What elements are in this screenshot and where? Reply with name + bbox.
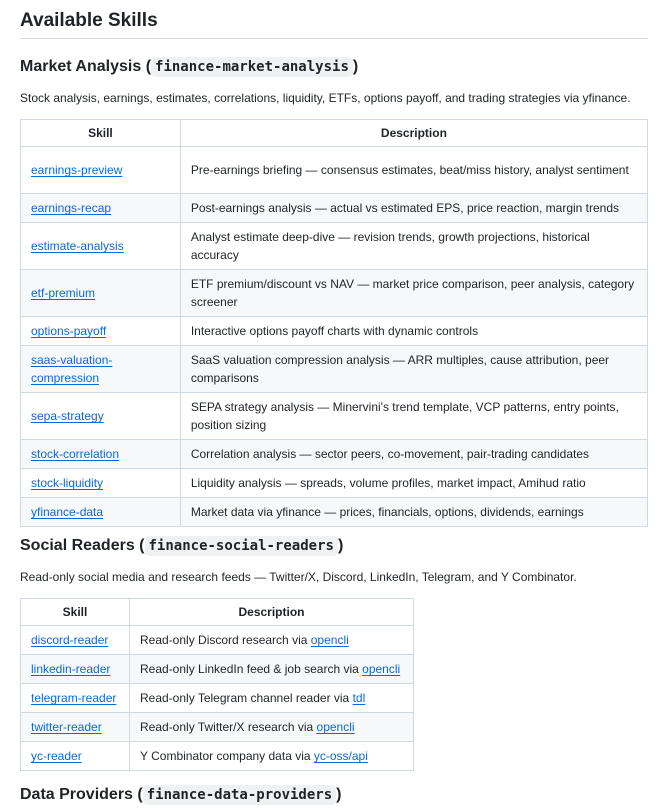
description-column-header: Description (130, 599, 414, 626)
table-row (21, 147, 648, 194)
skill-link-earnings-preview[interactable]: earnings-preview (31, 163, 123, 177)
table-row (21, 626, 414, 655)
table-header-row (21, 120, 648, 147)
skill-cell (21, 270, 181, 317)
skill-link-earnings-recap[interactable]: earnings-recap (31, 201, 112, 215)
skill-cell (21, 498, 181, 527)
skill-cell (21, 346, 181, 393)
market-analysis-heading-text: Market Analysis ( (20, 58, 152, 75)
skill-cell (21, 393, 181, 440)
table-row (21, 270, 648, 317)
market-skills-table (20, 119, 648, 527)
skill-link-stock-correlation[interactable]: stock-correlation (31, 447, 120, 461)
opencli-link[interactable]: opencli (316, 720, 355, 734)
description-text: Y Combinator company data via (140, 749, 314, 763)
description-text: Read-only Twitter/X research via (140, 720, 317, 734)
market-analysis-description: Stock analysis, earnings, estimates, correlations, liquidity, ETFs, options payoff, and trading strategies via yfinance. (20, 91, 631, 105)
skill-link-etf-premium[interactable]: etf-premium (31, 286, 96, 300)
table-row (21, 393, 648, 440)
opencli-link[interactable]: opencli (362, 662, 401, 676)
social-readers-heading-text: Social Readers ( (20, 537, 145, 554)
table-row (21, 684, 414, 713)
skill-link-twitter-reader[interactable]: twitter-reader (31, 720, 102, 734)
description-text: Read-only LinkedIn feed & job search via (140, 662, 363, 676)
description-cell: Analyst estimate deep-dive — revision trends, growth projections, historical accuracy (180, 223, 647, 270)
table-row (21, 713, 414, 742)
description-cell: Pre-earnings briefing — consensus estimates, beat/miss history, analyst sentiment (180, 147, 647, 194)
title-divider (20, 38, 648, 39)
description-cell: Market data via yfinance — prices, financials, options, dividends, earnings (180, 498, 647, 527)
skill-cell (21, 655, 130, 684)
skill-cell (21, 147, 181, 194)
skill-cell (21, 440, 181, 469)
opencli-link[interactable]: opencli (310, 633, 349, 647)
skill-link-saas-valuation-compression[interactable]: saas-valuation-compression (31, 353, 113, 385)
skill-column-header: Skill (21, 120, 181, 147)
skill-cell (21, 223, 181, 270)
table-row (21, 223, 648, 270)
table-header-row (21, 599, 414, 626)
description-cell (130, 684, 414, 713)
skill-link-options-payoff[interactable]: options-payoff (31, 324, 107, 338)
skill-link-telegram-reader[interactable]: telegram-reader (31, 691, 117, 705)
skill-cell (21, 742, 130, 771)
skill-cell (21, 684, 130, 713)
data-providers-heading-close: ) (336, 786, 342, 803)
description-cell: SaaS valuation compression analysis — ARR multiples, cause attribution, peer comparisons (180, 346, 647, 393)
description-text: Read-only Discord research via (140, 633, 311, 647)
table-row (21, 194, 648, 223)
skill-link-linkedin-reader[interactable]: linkedin-reader (31, 662, 111, 676)
page-title: Available Skills (20, 10, 158, 31)
data-providers-heading (20, 783, 341, 807)
table-row (21, 498, 648, 527)
description-cell (130, 626, 414, 655)
description-cell: Interactive options payoff charts with dynamic controls (180, 317, 647, 346)
skill-cell (21, 713, 130, 742)
description-cell: ETF premium/discount vs NAV — market price comparison, peer analysis, category screener (180, 270, 647, 317)
description-cell: Post-earnings analysis — actual vs estimated EPS, price reaction, margin trends (180, 194, 647, 223)
social-readers-table (20, 598, 414, 771)
skill-link-estimate-analysis[interactable]: estimate-analysis (31, 239, 124, 253)
market-analysis-heading-close: ) (352, 58, 359, 75)
description-cell (130, 742, 414, 771)
description-cell: SEPA strategy analysis — Minervini's trend template, VCP patterns, entry points, position sizing (180, 393, 647, 440)
market-analysis-code: finance-market-analysis (151, 57, 353, 77)
skill-cell (21, 194, 181, 223)
table-row (21, 317, 648, 346)
table-row (21, 346, 648, 393)
data-providers-heading-text: Data Providers ( (20, 786, 143, 803)
skill-link-stock-liquidity[interactable]: stock-liquidity (31, 476, 104, 490)
skill-column-header: Skill (21, 599, 130, 626)
table-row (21, 742, 414, 771)
social-readers-heading-close: ) (337, 537, 344, 554)
skill-cell (21, 469, 181, 498)
skill-link-yfinance-data[interactable]: yfinance-data (31, 505, 104, 519)
description-text: Read-only Telegram channel reader via (140, 691, 353, 705)
description-cell (130, 713, 414, 742)
skill-link-sepa-strategy[interactable]: sepa-strategy (31, 409, 104, 423)
skill-cell (21, 626, 130, 655)
skill-cell (21, 317, 181, 346)
description-column-header: Description (180, 120, 647, 147)
social-readers-description: Read-only social media and research feeds — Twitter/X, Discord, LinkedIn, Telegram, and Y Combinator. (20, 570, 577, 584)
description-cell: Correlation analysis — sector peers, co-movement, pair-trading candidates (180, 440, 647, 469)
data-providers-code: finance-data-providers (143, 785, 336, 805)
yc-oss-api-link[interactable]: yc-oss/api (313, 749, 368, 763)
description-cell: Liquidity analysis — spreads, volume profiles, market impact, Amihud ratio (180, 469, 647, 498)
market-analysis-heading (20, 55, 358, 79)
tdl-link[interactable]: tdl (352, 691, 366, 705)
social-readers-heading (20, 534, 343, 558)
table-row (21, 469, 648, 498)
table-row (21, 440, 648, 469)
social-readers-code: finance-social-readers (145, 536, 338, 556)
table-row (21, 655, 414, 684)
description-cell (130, 655, 414, 684)
skill-link-yc-reader[interactable]: yc-reader (31, 749, 82, 763)
skill-link-discord-reader[interactable]: discord-reader (31, 633, 109, 647)
